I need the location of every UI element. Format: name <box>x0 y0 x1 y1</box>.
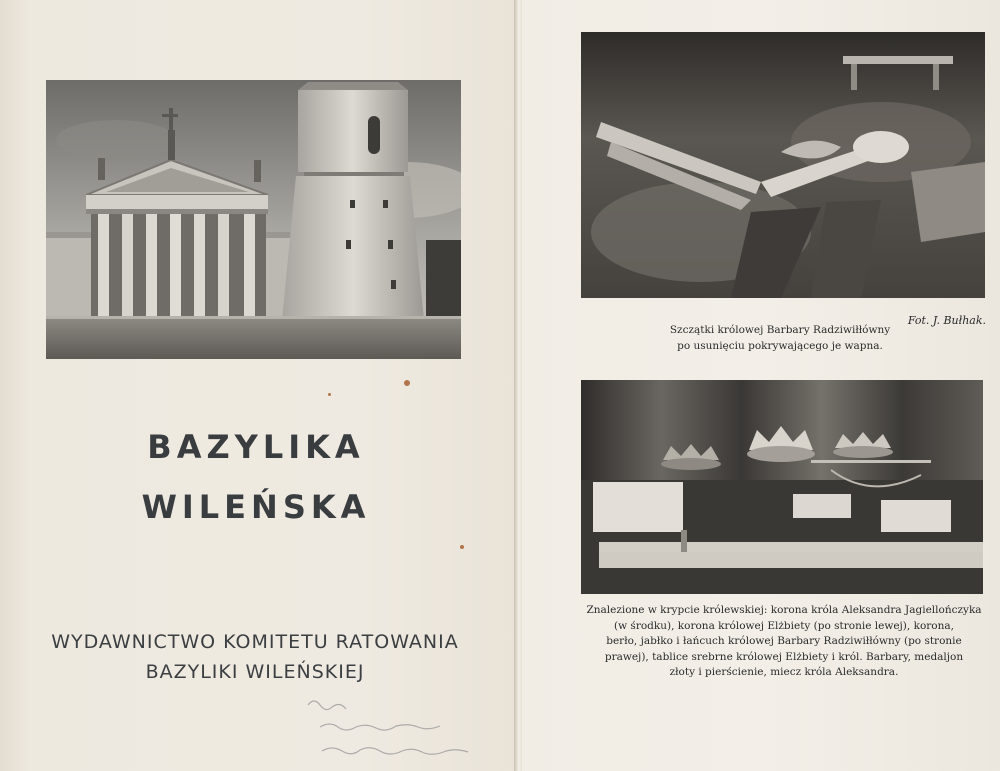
foxing-spot <box>404 380 410 386</box>
foxing-spot <box>328 393 331 396</box>
caption-bottom-line: Znalezione w krypcie królewskiej: korona króla Aleksandra Jagiellończyka (w środku), korona królowej Elżbiety (po stronie lewej), korona, <box>586 604 982 632</box>
book-spine <box>514 0 522 771</box>
caption-bottom-line: prawej), tablice srebrne królowej Elżbiety i król. Barbary, medaljon <box>604 650 964 663</box>
foxing-spot <box>460 545 464 549</box>
publisher-line-1: WYDAWNICTWO KOMITETU RATOWANIA <box>51 631 459 653</box>
title-line-1: BAZYLIKA <box>147 428 365 466</box>
caption-bottom <box>584 603 984 681</box>
title-line-2: WILEŃSKA <box>141 488 371 526</box>
caption-top <box>620 322 940 354</box>
caption-top-line: Szczątki królowej Barbary Radziwiłłówny <box>669 324 891 336</box>
crypt-remains-photo <box>581 32 985 298</box>
caption-top-line: po usunięciu pokrywającego je wapna. <box>677 340 883 352</box>
photo-credit: Fot. J. Bułhak. <box>907 314 986 327</box>
caption-bottom-line: berło, jabłko i łańcuch królowej Barbary Radziwiłłówny (po stronie <box>606 635 962 647</box>
cathedral-photo <box>46 80 461 359</box>
regalia-photo <box>581 380 983 594</box>
pencil-scribble <box>300 693 510 763</box>
publisher-line-2: BAZYLIKI WILEŃSKIEJ <box>145 661 365 683</box>
caption-bottom-line: złoty i pierścienie, miecz króla Aleksandra. <box>669 666 899 678</box>
